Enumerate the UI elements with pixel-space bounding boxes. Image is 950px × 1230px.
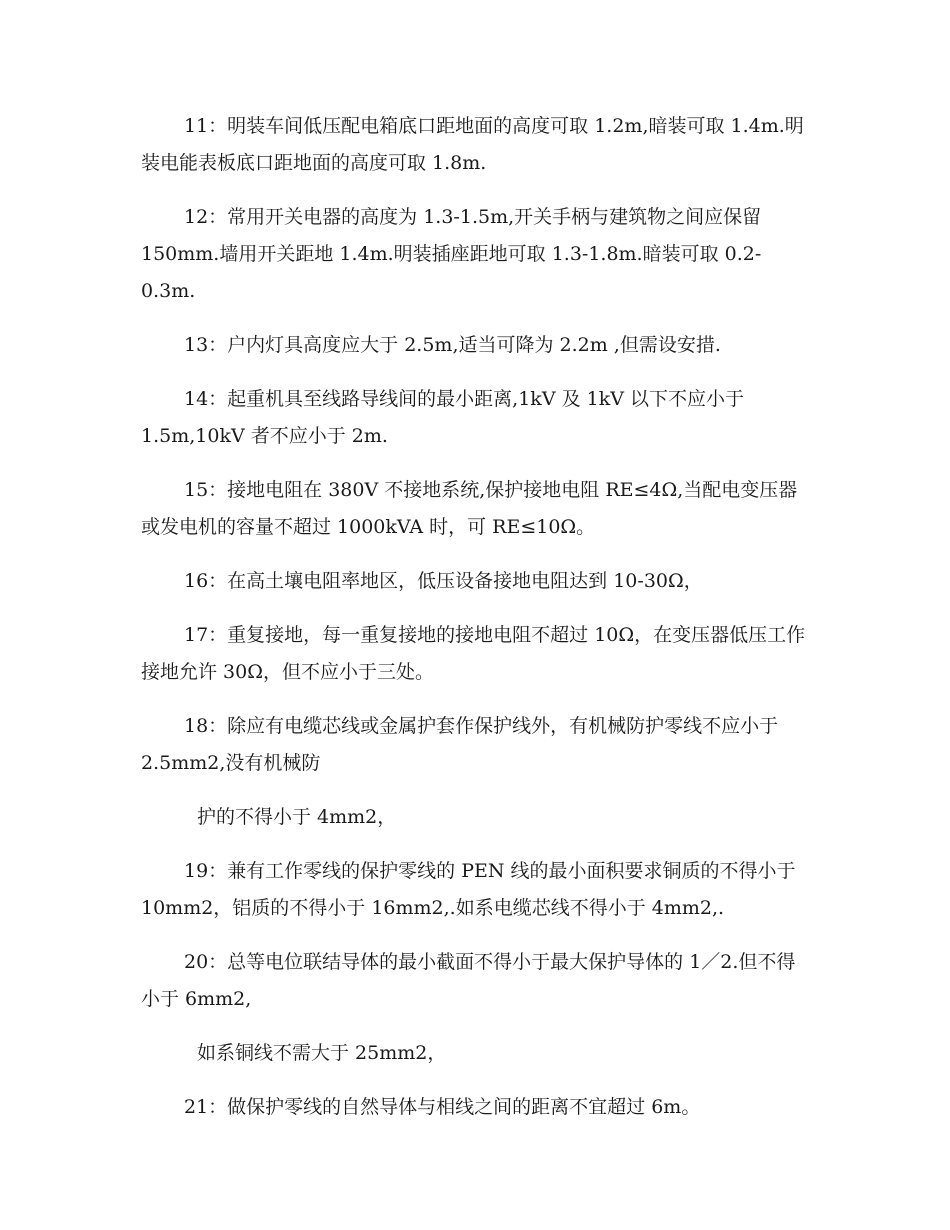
paragraph-15: 15：接地电阻在 380V 不接地系统,保护接地电阻 RE≤4Ω,当配电变压器或发电机的容量不超过 1000kVA 时，可 RE≤10Ω。 [141,479,798,538]
paragraph-17: 17：重复接地，每一重复接地的接地电阻不超过 10Ω，在变压器低压工作接地允许 30Ω，但不应小于三处。 [141,624,806,683]
paragraph-20-continued: 如系铜线不需大于 25mm2， [197,1042,447,1064]
paragraph-14: 14：起重机具至线路导线间的最小距离,1kV 及 1kV 以下不应小于 1.5m,10kV 者不应小于 2m. [141,388,744,447]
paragraph-12: 12：常用开关电器的高度为 1.3-1.5m,开关手柄与建筑物之间应保留 150mm.墙用开关距地 1.4m.明装插座距地可取 1.3-1.8m.暗装可取 0.2-0.3m. [141,206,762,302]
paragraph-20: 20：总等电位联结导体的最小截面不得小于最大保护导体的 1／2.但不得小于 6mm2, [141,951,796,1010]
paragraph-19: 19：兼有工作零线的保护零线的 PEN 线的最小面积要求铜质的不得小于 10mm2，铝质的不得小于 16mm2,.如系电缆芯线不得小于 4mm2,. [141,860,796,919]
document-body [141,108,811,1143]
paragraph-21: 21：做保护零线的自然导体与相线之间的距离不宜超过 6m。 [184,1096,701,1118]
paragraph-18: 18：除应有电缆芯线或金属护套作保护线外，有机械防护零线不应小于 2.5mm2,没有机械防 [141,715,779,774]
paragraph-16: 16：在高土壤电阻率地区，低压设备接地电阻达到 10-30Ω， [184,570,703,592]
paragraph-13: 13：户内灯具高度应大于 2.5m,适当可降为 2.2m ,但需设安措. [184,334,721,356]
paragraph-18-continued: 护的不得小于 4mm2， [197,806,397,828]
paragraph-11: 11：明装车间低压配电箱底口距地面的高度可取 1.2m,暗装可取 1.4m.明装电能表板底口距地面的高度可取 1.8m. [141,115,804,174]
